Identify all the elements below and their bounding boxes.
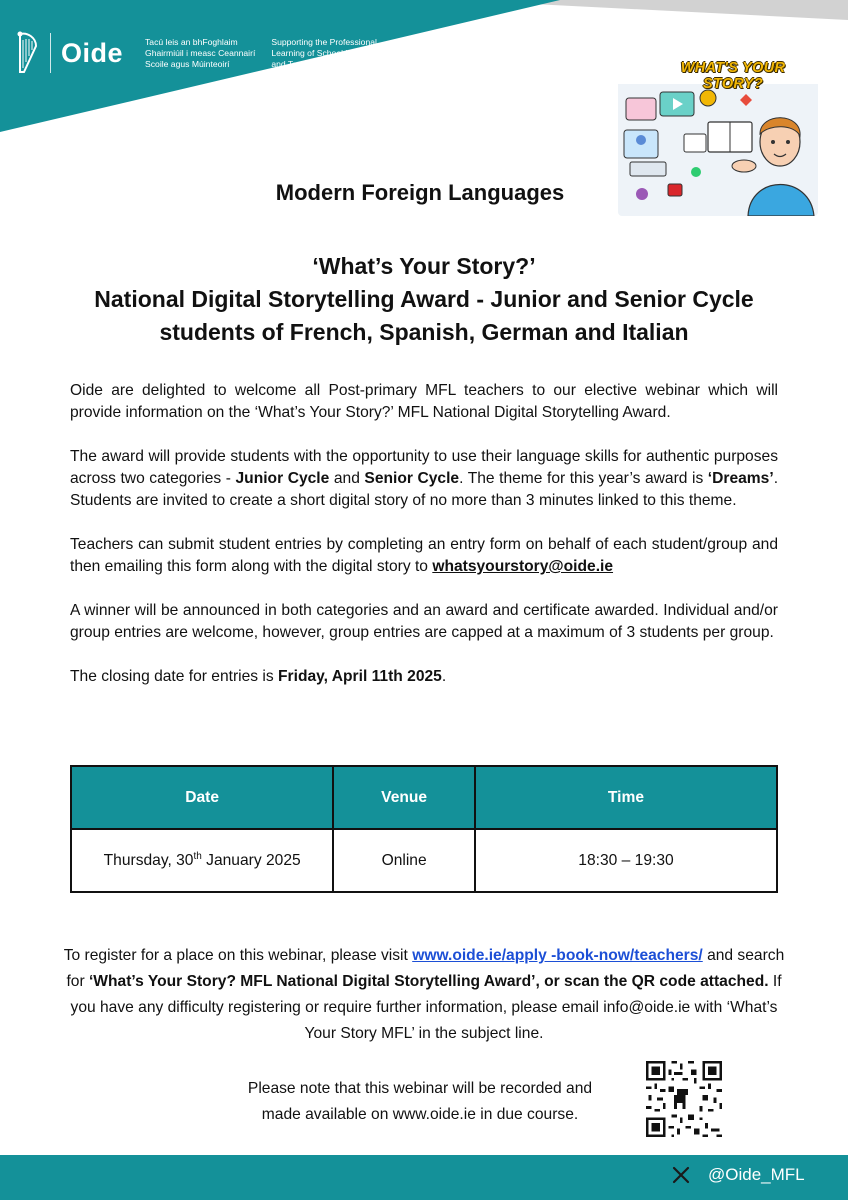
qr-code[interactable] [643, 1058, 725, 1140]
closing-date-paragraph [70, 666, 778, 688]
brand-name: Oide [61, 37, 124, 68]
award-text: and [329, 470, 365, 487]
illustration-title: WHAT'S YOUR STORY? [680, 60, 786, 92]
award-paragraph [70, 446, 778, 512]
cell-venue: Online [333, 829, 475, 892]
tagline-irish [145, 37, 255, 70]
registration-search-term: ‘What’s Your Story? MFL National Digital Storytelling Award’, or scan the QR code attached. [88, 973, 769, 990]
winner-paragraph: A winner will be announced in both categories and an award and certificate awarded. Individual and/or group entries are welcome, however, group entries are capped at a maximum of 3 students per group. [70, 602, 778, 641]
tagline-irish-line: Tacú leis an bhFoghlaim [145, 36, 238, 47]
tagline-english-line: and Teachers [271, 58, 323, 69]
award-title [30, 250, 818, 349]
date-ordinal: th [193, 850, 202, 862]
closing-date-text: . [441, 668, 447, 685]
tagline-irish-line: Ghairmiúil i measc Ceannairí [145, 47, 256, 58]
junior-cycle-label: Junior Cycle [235, 470, 330, 487]
registration-link[interactable]: www.oide.ie/apply -book-now/teachers/ [412, 947, 703, 964]
oide-logo[interactable] [14, 30, 393, 76]
submission-paragraph [70, 534, 778, 578]
tagline-english-line: Learning of School Leaders [271, 47, 377, 58]
registration-info [56, 943, 792, 1047]
social-handle[interactable] [672, 1165, 805, 1185]
table-header-row [71, 766, 777, 829]
column-header-date: Date [71, 766, 333, 829]
social-handle-text: @Oide_MFL [708, 1165, 805, 1184]
body-text [70, 380, 778, 710]
registration-text: If you have any difficulty registering or require further information, please email info@oide.ie with ‘What’s Your Story MFL’ in the subject line. [70, 973, 782, 1042]
tagline-english [271, 37, 377, 70]
title-line: ‘What’s Your Story?’ [312, 253, 536, 279]
lightbulb-icon [700, 90, 716, 106]
note-line: made available on www.oide.ie in due course. [261, 1106, 579, 1123]
theme-label: ‘Dreams’ [707, 470, 774, 487]
award-text: The award will provide students with the opportunity to use their language skills for authentic purposes across two categories - [70, 448, 778, 487]
subject-heading: Modern Foreign Languages [275, 180, 565, 205]
harp-icon [14, 30, 40, 76]
closing-date-text: The closing date for entries is [70, 668, 279, 685]
table-row [71, 829, 777, 892]
registration-text: and search for [66, 947, 785, 990]
footer-bar [0, 1155, 848, 1200]
boy-hand [732, 160, 756, 172]
chat-bubble-icon [684, 134, 706, 152]
column-header-venue: Venue [333, 766, 475, 829]
registration-text: To register for a place on this webinar, please visit [63, 947, 413, 964]
webinar-schedule-table [70, 765, 778, 893]
title-line: National Digital Storytelling Award - Junior and Senior Cycle [94, 286, 754, 312]
recording-note [210, 1076, 630, 1128]
column-header-time: Time [475, 766, 777, 829]
tagline-english-line: Supporting the Professional [271, 36, 377, 47]
cell-time: 18:30 – 19:30 [475, 829, 777, 892]
entry-email-link[interactable]: whatsyourstory@oide.ie [432, 558, 614, 575]
date-prefix: Thursday, 30 [103, 851, 194, 869]
title-line: students of French, Spanish, German and Italian [159, 319, 689, 345]
intro-paragraph: Oide are delighted to welcome all Post-primary MFL teachers to our elective webinar which will provide information on the ‘What’s Your Story?’ MFL National Digital Storytelling Award. [70, 382, 778, 421]
logo-divider [50, 33, 51, 73]
x-logo-icon [672, 1166, 690, 1184]
note-line: Please note that this webinar will be recorded and [247, 1080, 593, 1097]
doodle-frame-icon [626, 98, 656, 120]
senior-cycle-label: Senior Cycle [364, 470, 460, 487]
date-suffix: January 2025 [201, 851, 301, 869]
cell-date [71, 829, 333, 892]
award-text: . The theme for this year’s award is [459, 470, 708, 487]
closing-date: Friday, April 11th 2025 [278, 668, 442, 685]
keyboard-icon [630, 162, 666, 176]
award-text: . Students are invited to create a short digital story of no more than 3 minutes linked to this theme. [70, 470, 779, 509]
tagline-irish-line: Scoile agus Múinteoirí [145, 58, 230, 69]
submission-text: Teachers can submit student entries by completing an entry form on behalf of each student/group and then emailing this form along with the digital story to [70, 536, 778, 575]
